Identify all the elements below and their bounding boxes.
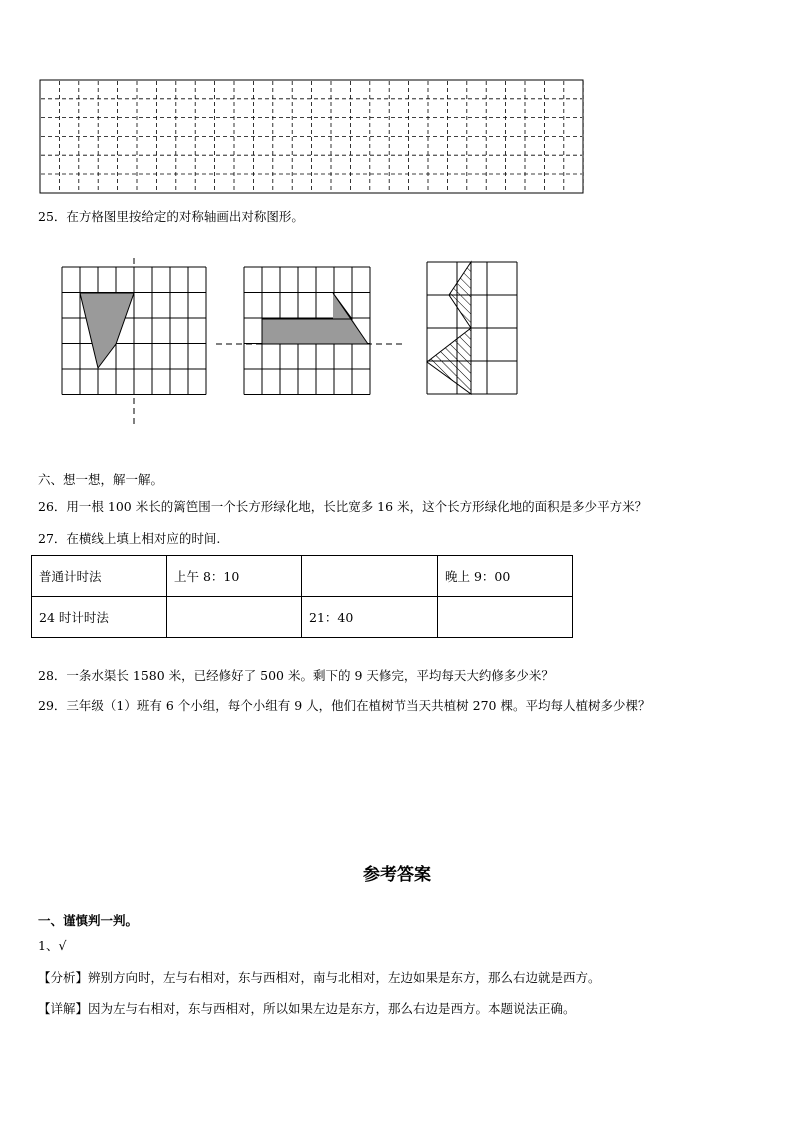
question-29: 29．三年级（1）班有 6 个小组，每个小组有 9 人，他们在植树节当天共植树 270 棵。平均每人植树多少棵？	[38, 698, 651, 713]
question-25: 25．在方格图里按给定的对称轴画出对称图形。	[38, 209, 304, 224]
table-cell: 晚上 9：00	[438, 556, 573, 597]
answers-section-1: 一、谨慎判一判。	[38, 913, 139, 928]
question-26: 26．用一根 100 米长的篱笆围一个长方形绿化地，长比宽多 16 米，这个长方形绿化地的面积是多少平方米？	[38, 499, 648, 514]
row-label: 普通计时法	[32, 556, 167, 597]
table-cell: 21：40	[302, 597, 438, 638]
table-cell[interactable]	[438, 597, 573, 638]
answer-item-1: 1、√	[38, 938, 67, 953]
section-6-heading: 六、想一想，解一解。	[38, 472, 164, 487]
table-cell: 上午 8：10	[167, 556, 302, 597]
symmetry-grid-2	[216, 258, 406, 398]
shape-trapezoid	[80, 293, 134, 368]
table-cell[interactable]	[167, 597, 302, 638]
symmetry-grid-3	[425, 260, 521, 400]
question-28: 28．一条水渠长 1580 米，已经修好了 500 米。剩下的 9 天修完，平均每天大约修多少米？	[38, 668, 554, 683]
question-27: 27．在横线上填上相对应的时间.	[38, 531, 221, 546]
hatched-triangle-bottom	[427, 328, 471, 394]
dashed-writing-grid	[39, 79, 585, 195]
answer-analysis: 【分析】辨别方向时，左与右相对，东与西相对，南与北相对，左边如果是东方，那么右边就是西方。	[38, 970, 601, 985]
table-row	[32, 597, 573, 638]
table-cell[interactable]	[302, 556, 438, 597]
answers-title: 参考答案	[363, 865, 431, 885]
table-row	[32, 556, 573, 597]
row-label: 24 时计时法	[32, 597, 167, 638]
hatched-triangle-top	[449, 262, 471, 328]
answer-detail: 【详解】因为左与右相对，东与西相对，所以如果左边是东方，那么右边是西方。本题说法正确。	[38, 1001, 576, 1016]
symmetry-grid-1	[55, 258, 215, 433]
time-conversion-table	[31, 555, 573, 638]
